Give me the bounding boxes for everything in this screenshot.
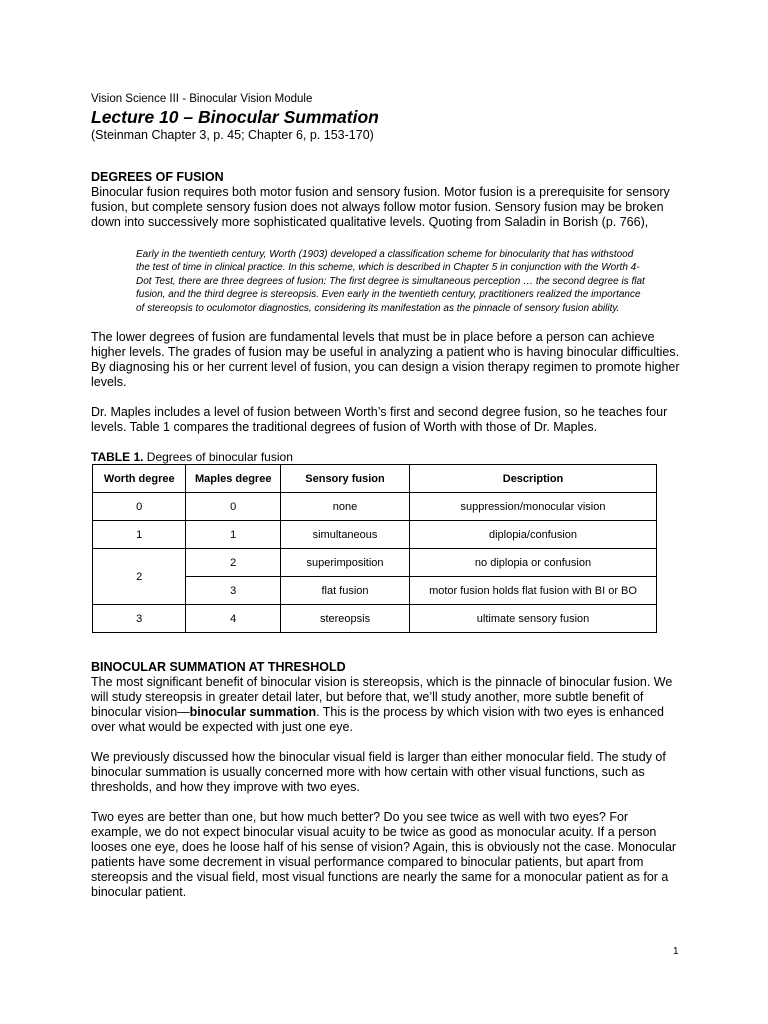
cell-maples: 4 [186, 605, 281, 633]
cell-description: no diplopia or confusion [410, 549, 657, 577]
table-caption-text: Degrees of binocular fusion [143, 450, 293, 465]
paragraph-maples-levels: Dr. Maples includes a level of fusion between Worth’s first and second degree fusion, so he teaches four levels. Table 1 compares the traditional degrees of fusion of Worth with those of Dr. Maples. [91, 405, 668, 435]
header-sensory-fusion: Sensory fusion [280, 465, 409, 493]
table-row [93, 521, 657, 549]
course-name: Vision Science III - Binocular Vision Module [91, 93, 313, 105]
cell-sensory: flat fusion [280, 577, 409, 605]
header-maples-degree: Maples degree [186, 465, 281, 493]
paragraph-lower-degrees: The lower degrees of fusion are fundamental levels that must be in place before a person can achieve higher levels. The grades of fusion may be useful in analyzing a patient who is having binocular difficulties. By diagnosing his or her current level of fusion, you can design a vision therapy regimen to promote higher levels. [91, 330, 680, 390]
cell-maples: 0 [186, 493, 281, 521]
header-worth-degree: Worth degree [93, 465, 186, 493]
page-number: 1 [673, 946, 679, 957]
cell-worth: 2 [93, 549, 186, 605]
cell-worth: 1 [93, 521, 186, 549]
summation-term: binocular summation [189, 705, 317, 720]
section-heading-degrees-of-fusion: DEGREES OF FUSION [91, 170, 224, 184]
cell-description: motor fusion holds flat fusion with BI or BO [410, 577, 657, 605]
table-row [93, 605, 657, 633]
paragraph-two-eyes: Two eyes are better than one, but how much better? Do you see twice as well with two eyes? For example, we do not expect binocular visual acuity to be twice as good as monocular acuity. If a person looses one eye, does he loose half of his sense of vision? Again, this is obviously not the case. Monocular patients have some decrement in visual performance compared to binocular patients, but apart from stereopsis and the visual field, most visual functions are nearly the same for a monocular patient as for a binocular patient. [91, 810, 677, 900]
fusion-degrees-table [92, 464, 657, 633]
lecture-title: Lecture 10 – Binocular Summation [91, 107, 379, 127]
paragraph-stereopsis-benefit [91, 675, 681, 735]
cell-worth: 3 [93, 605, 186, 633]
cell-maples: 1 [186, 521, 281, 549]
cell-sensory: simultaneous [280, 521, 409, 549]
table-row [93, 493, 657, 521]
paragraph-fusion-intro: Binocular fusion requires both motor fusion and sensory fusion. Motor fusion is a prerequisite for sensory fusion, but complete sensory fusion does not always follow motor fusion. Sensory fusion may be broken down into successively more sophisticated qualitative levels. Quoting from Saladin in Borish (p. 766), [91, 185, 670, 229]
cell-sensory: none [280, 493, 409, 521]
table-row [93, 549, 657, 577]
summation-text-a: The most significant benefit of binocular vision is stereopsis, which is the pinnacle of binocular fusion. We will study stereopsis in greater detail later, but before that, we’ll study another, more subtle benefit of binocular vision— [91, 675, 673, 720]
cell-sensory: superimposition [280, 549, 409, 577]
cell-description: suppression/monocular vision [410, 493, 657, 521]
paragraph-visual-field: We previously discussed how the binocular visual field is larger than either monocular field. The study of binocular summation is usually concerned more with how certain with other visual functions, such as thresholds, and how they improve with two eyes. [91, 750, 666, 795]
cell-sensory: stereopsis [280, 605, 409, 633]
chapter-references: (Steinman Chapter 3, p. 45; Chapter 6, p. 153-170) [91, 128, 374, 142]
cell-maples: 3 [186, 577, 281, 605]
block-quote-saladin: Early in the twentieth century, Worth (1903) developed a classification scheme for binocularity that has withstood the test of time in clinical practice. In this scheme, which is described in Chapter 5 in conjunction with the Worth 4-Dot Test, there are three degrees of fusion: The first degree is simultaneous perception … the second degree is flat fusion, and the third degree is stereopsis. Even early in the twentieth century, practitioners realized the importance of stereopsis to oculomotor diagnostics, considering its manifestation as the pinnacle of sensory fusion ability. [136, 249, 645, 314]
summation-text-b: . This is the process by which vision with two eyes is enhanced over what would be expected with just one eye. [91, 705, 664, 735]
document-page [91, 92, 681, 900]
section-heading-binocular-summation: BINOCULAR SUMMATION AT THRESHOLD [91, 660, 346, 675]
table-caption-label: TABLE 1. [91, 450, 144, 465]
table-caption [91, 450, 681, 464]
cell-description: ultimate sensory fusion [410, 605, 657, 633]
cell-worth: 0 [93, 493, 186, 521]
cell-description: diplopia/confusion [410, 521, 657, 549]
table-header-row [93, 465, 657, 493]
header-description: Description [410, 465, 657, 493]
cell-maples: 2 [186, 549, 281, 577]
